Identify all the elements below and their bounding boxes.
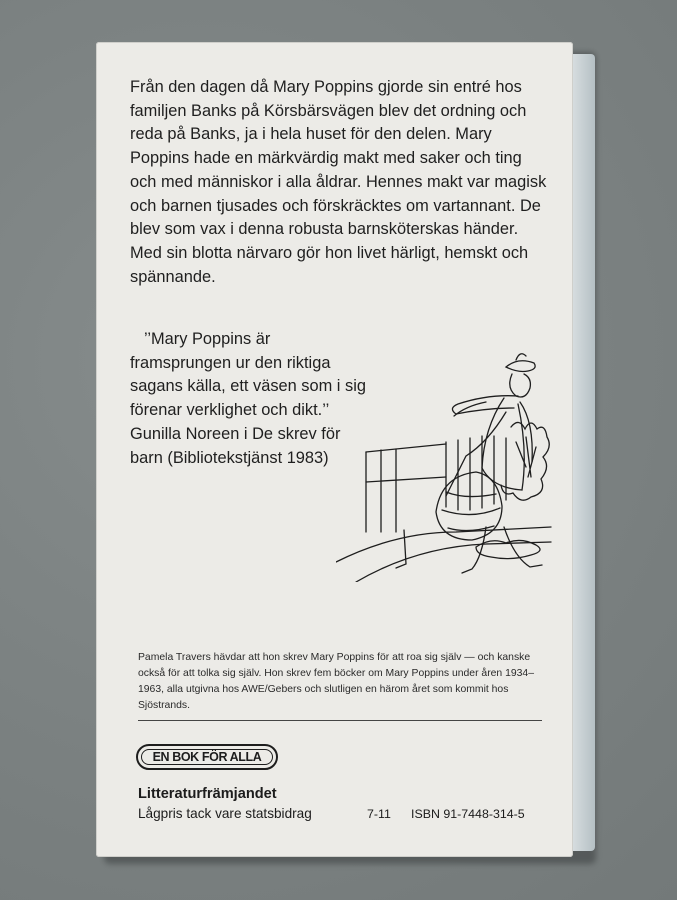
publisher-name: Litteraturfrämjandet (138, 786, 277, 802)
isbn: ISBN 91-7448-314-5 (411, 807, 525, 821)
book-back-cover (96, 42, 573, 857)
series-logo (136, 744, 278, 770)
blurb-paragraph: Från den dagen då Mary Poppins gjorde sin entré hos familjen Banks på Körsbärsvägen blev det ordning och reda på Banks, ja i hela huset för den delen. Mary Poppins hade en märkvärdig makt med saker och ting och med människor i alla åldrar. Hennes makt var magisk och barnen tjusades och förskräcktes om vartannant. De blev som vax i denna robusta barnsköterskas händer. Med sin blotta närvaro gör hon livet härligt, hemskt och spännande. (130, 78, 547, 286)
age-range: 7-11 (367, 807, 391, 821)
review-quote (130, 328, 370, 470)
review-quote-text: ’’Mary Poppins är framsprungen ur den riktiga sagans källa, ett väsen som i sig förenar verklighet och dikt.’’ Gunilla Noreen i De skrev för barn (Bibliotekstjänst 1983) (130, 330, 366, 467)
mary-poppins-illustration (336, 332, 556, 582)
series-logo-text: EN BOK FÖR ALLA (152, 750, 262, 764)
divider (138, 720, 542, 721)
author-note: Pamela Travers hävdar att hon skrev Mary Poppins för att roa sig själv — och kanske också för att tolka sig själv. Hon skrev fem böcker om Mary Poppins under åren 1934–1963, alla utgivna hos AWE/Gebers och slutligen en härom året som kommit hos Sjöstrands. (138, 652, 534, 711)
subsidy-note: Lågpris tack vare statsbidrag (138, 806, 312, 821)
